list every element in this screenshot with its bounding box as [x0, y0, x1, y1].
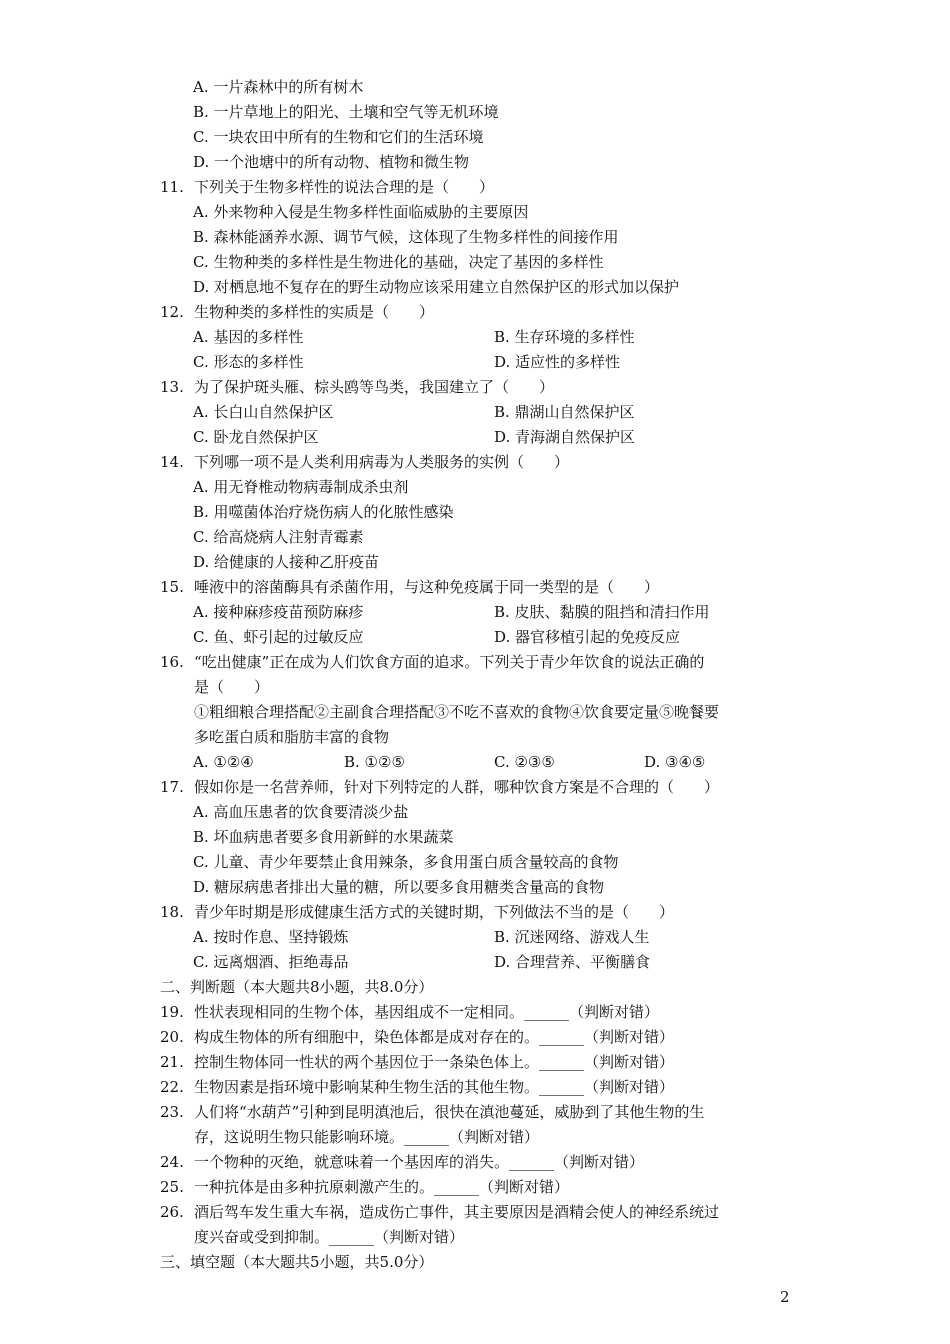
q11-option-d: D. 对栖息地不复存在的野生动物应该采用建立自然保护区的形式加以保护: [193, 278, 680, 296]
question-stem: 酒后驾车发生重大车祸，造成伤亡事件，其主要原因是酒精会使人的神经系统过: [194, 1203, 720, 1221]
q16-option-b: B. ①②⑤: [344, 753, 405, 771]
q16-stem-items-cont: 多吃蛋白质和脂肪丰富的食物: [194, 728, 390, 746]
question-number: 14.: [160, 453, 184, 471]
question-number: 16.: [160, 653, 184, 671]
question-stem: 一个物种的灭绝，就意味着一个基因库的消失。______（判断对错）: [194, 1153, 645, 1171]
q15-option-c: C. 鱼、虾引起的过敏反应: [193, 628, 364, 646]
question-11: [160, 177, 494, 197]
question-19: [160, 1002, 659, 1022]
question-stem: 下列关于生物多样性的说法合理的是（ ）: [194, 178, 495, 196]
question-stem: 假如你是一名营养师，针对下列特定的人群，哪种饮食方案是不合理的（ ）: [194, 778, 720, 796]
question-22: [160, 1077, 674, 1097]
q12-option-b: B. 生存环境的多样性: [494, 328, 635, 346]
q11-option-c: C. 生物种类的多样性是生物进化的基础，决定了基因的多样性: [193, 253, 604, 271]
question-number: 15.: [160, 578, 184, 596]
question-number: 11.: [160, 178, 184, 196]
q13-option-b: B. 鼎湖山自然保护区: [494, 403, 635, 421]
q17-option-c: C. 儿童、青少年要禁止食用辣条，多食用蛋白质含量较高的食物: [193, 853, 619, 871]
q16-stem-items: ①粗细粮合理搭配②主副食合理搭配③不吃不喜欢的食物④饮食要定量⑤晚餐要: [194, 703, 720, 721]
q12-option-a: A. 基因的多样性: [193, 328, 304, 346]
q14-option-a: A. 用无脊椎动物病毒制成杀虫剂: [193, 478, 409, 496]
question-23: [160, 1102, 704, 1122]
question-number: 20.: [160, 1028, 184, 1046]
q10-option-c: C. 一块农田中所有的生物和它们的生活环境: [193, 128, 484, 146]
q18-option-c: C. 远离烟酒、拒绝毒品: [193, 953, 349, 971]
question-number: 21.: [160, 1053, 184, 1071]
question-number: 19.: [160, 1003, 184, 1021]
q17-option-a: A. 高血压患者的饮食要清淡少盐: [193, 803, 409, 821]
question-15: [160, 577, 659, 597]
question-stem: 为了保护斑头雁、棕头鸥等鸟类，我国建立了（ ）: [194, 378, 555, 396]
q10-option-a: A. 一片森林中的所有树木: [193, 78, 364, 96]
question-24: [160, 1152, 644, 1172]
question-stem: 生物因素是指环境中影响某种生物生活的其他生物。______（判断对错）: [194, 1078, 675, 1096]
question-stem: 唾液中的溶菌酶具有杀菌作用，与这种免疫属于同一类型的是（ ）: [194, 578, 660, 596]
question-number: 26.: [160, 1203, 184, 1221]
section-heading-fill-blank: 三、填空题（本大题共5小题，共5.0分）: [160, 1253, 434, 1271]
q11-option-b: B. 森林能涵养水源、调节气候，这体现了生物多样性的间接作用: [193, 228, 619, 246]
question-number: 22.: [160, 1078, 184, 1096]
q16-option-a: A. ①②④: [193, 753, 254, 771]
question-20: [160, 1027, 674, 1047]
question-stem: 青少年时期是形成健康生活方式的关键时期，下列做法不当的是（ ）: [194, 903, 675, 921]
question-stem: 生物种类的多样性的实质是（ ）: [194, 303, 435, 321]
q14-option-d: D. 给健康的人接种乙肝疫苗: [193, 553, 380, 571]
question-number: 25.: [160, 1178, 184, 1196]
section-heading-judgement: 二、判断题（本大题共8小题，共8.0分）: [160, 978, 434, 996]
q12-option-d: D. 适应性的多样性: [494, 353, 621, 371]
question-number: 12.: [160, 303, 184, 321]
q17-option-d: D. 糖尿病患者排出大量的糖，所以要多食用糖类含量高的食物: [193, 878, 605, 896]
q13-option-d: D. 青海湖自然保护区: [494, 428, 636, 446]
q14-option-c: C. 给高烧病人注射青霉素: [193, 528, 364, 546]
q12-option-c: C. 形态的多样性: [193, 353, 304, 371]
q18-option-a: A. 按时作息、坚持锻炼: [193, 928, 349, 946]
question-16: [160, 652, 704, 672]
question-14: [160, 452, 569, 472]
question-26: [160, 1202, 719, 1222]
question-stem: 性状表现相同的生物个体，基因组成不一定相同。______（判断对错）: [194, 1003, 660, 1021]
question-25: [160, 1177, 569, 1197]
question-18: [160, 902, 674, 922]
question-number: 13.: [160, 378, 184, 396]
q13-option-c: C. 卧龙自然保护区: [193, 428, 319, 446]
q16-option-d: D. ③④⑤: [644, 753, 706, 771]
question-26-cont: 度兴奋或受到抑制。______（判断对错）: [194, 1228, 465, 1246]
q18-option-d: D. 合理营养、平衡膳食: [494, 953, 651, 971]
q16-option-c: C. ②③⑤: [494, 753, 555, 771]
question-number: 24.: [160, 1153, 184, 1171]
question-23-cont: 存，这说明生物只能影响环境。______（判断对错）: [194, 1128, 540, 1146]
question-number: 17.: [160, 778, 184, 796]
page-number: 2: [780, 1288, 790, 1306]
q14-option-b: B. 用噬菌体治疗烧伤病人的化脓性感染: [193, 503, 454, 521]
question-stem: 构成生物体的所有细胞中，染色体都是成对存在的。______（判断对错）: [194, 1028, 675, 1046]
question-17: [160, 777, 719, 797]
question-stem: 一种抗体是由多种抗原刺激产生的。______（判断对错）: [194, 1178, 570, 1196]
question-number: 18.: [160, 903, 184, 921]
q10-option-b: B. 一片草地上的阳光、土壤和空气等无机环境: [193, 103, 499, 121]
question-13: [160, 377, 554, 397]
q17-option-b: B. 坏血病患者要多食用新鲜的水果蔬菜: [193, 828, 454, 846]
q18-option-b: B. 沉迷网络、游戏人生: [494, 928, 650, 946]
question-stem: 控制生物体同一性状的两个基因位于一条染色体上。______（判断对错）: [194, 1053, 675, 1071]
q10-option-d: D. 一个池塘中的所有动物、植物和微生物: [193, 153, 470, 171]
q16-stem-cont: 是（ ）: [194, 678, 270, 696]
q15-option-b: B. 皮肤、黏膜的阻挡和清扫作用: [494, 603, 710, 621]
question-number: 23.: [160, 1103, 184, 1121]
question-21: [160, 1052, 674, 1072]
question-stem: 人们将“水葫芦”引种到昆明滇池后，很快在滇池蔓延，威胁到了其他生物的生: [194, 1103, 705, 1121]
q15-option-a: A. 接种麻疹疫苗预防麻疹: [193, 603, 364, 621]
q13-option-a: A. 长白山自然保护区: [193, 403, 334, 421]
question-12: [160, 302, 434, 322]
q11-option-a: A. 外来物种入侵是生物多样性面临威胁的主要原因: [193, 203, 529, 221]
question-stem: 下列哪一项不是人类利用病毒为人类服务的实例（ ）: [194, 453, 570, 471]
q15-option-d: D. 器官移植引起的免疫反应: [494, 628, 681, 646]
question-stem: “吃出健康”正在成为人们饮食方面的追求。下列关于青少年饮食的说法正确的: [194, 653, 705, 671]
